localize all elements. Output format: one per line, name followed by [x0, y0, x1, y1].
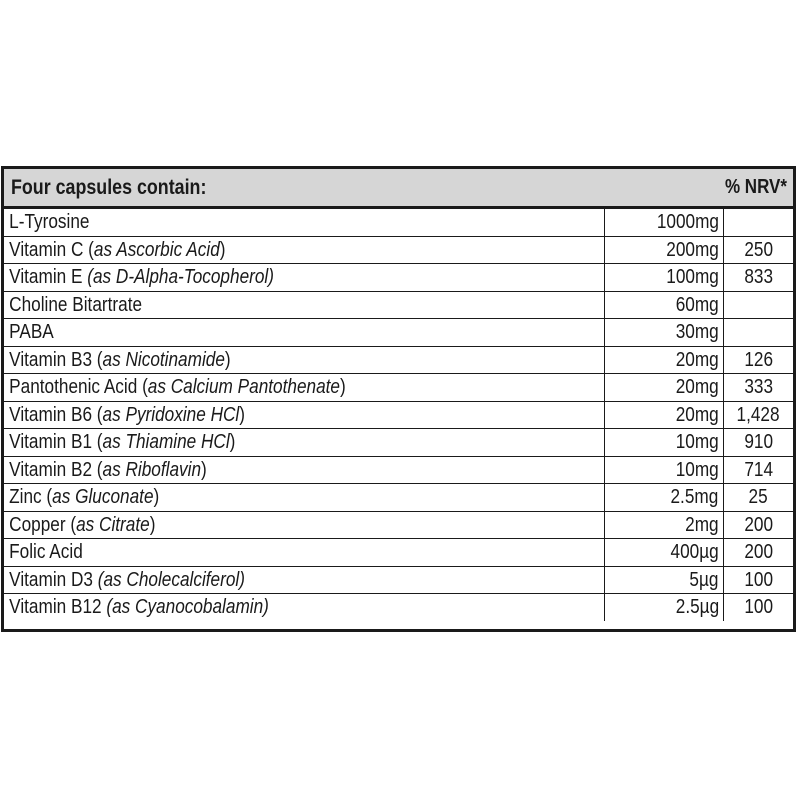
nrv-cell: [724, 594, 794, 621]
ingredient-name: [4, 238, 226, 262]
ingredient-label-suffix: ): [239, 403, 245, 426]
nrv-cell: [724, 401, 794, 429]
amount-cell: [605, 401, 724, 429]
ingredient-label: Zinc (: [9, 486, 53, 509]
ingredient-name-cell: [4, 594, 605, 621]
amount-cell: [605, 566, 724, 594]
table-row: [4, 594, 793, 621]
amount-cell: [605, 484, 724, 512]
nrv-value: 250: [744, 238, 773, 261]
ingredient-name-cell: [4, 456, 605, 484]
nrv-value: 126: [744, 348, 773, 371]
amount-cell: [605, 511, 724, 539]
ingredient-label: L-Tyrosine: [9, 211, 90, 234]
nrv-cell: [724, 566, 794, 594]
amount-cell: [605, 209, 724, 236]
ingredient-name-cell: [4, 209, 605, 236]
table-row: [4, 374, 793, 402]
amount-value: 200mg: [666, 238, 719, 261]
header-nrv-label: % NRV*: [724, 176, 787, 198]
table-row: [4, 484, 793, 512]
ingredient-label: Choline Bitartrate: [9, 293, 143, 316]
ingredient-label: Copper (: [9, 513, 77, 536]
nrv-cell: [724, 291, 794, 319]
table-row: [4, 566, 793, 594]
table-row: [4, 264, 793, 292]
amount-value: 30mg: [675, 321, 719, 344]
nrv-value: 833: [744, 266, 773, 289]
nrv-cell: [724, 209, 794, 236]
ingredient-name-cell: [4, 236, 605, 264]
nrv-cell: [724, 236, 794, 264]
ingredient-name: [4, 348, 231, 372]
amount-value: 2.5mg: [670, 486, 719, 509]
amount-value: 2.5µg: [675, 596, 719, 619]
ingredient-label-suffix: ): [229, 431, 236, 454]
amount-value: 20mg: [675, 348, 719, 371]
nrv-value: 1,428: [736, 403, 781, 426]
ingredient-name-cell: [4, 374, 605, 402]
ingredient-label: Vitamin B6 (: [9, 403, 103, 426]
ingredient-name-cell: [4, 319, 605, 347]
header-title: Four capsules contain:: [11, 175, 207, 199]
ingredient-rows: [4, 209, 793, 621]
ingredient-label-suffix: ): [153, 486, 160, 509]
nrv-cell: [724, 374, 794, 402]
nrv-value: 333: [744, 376, 773, 399]
ingredient-label-suffix: ): [339, 376, 346, 399]
table-row: [4, 209, 793, 236]
ingredient-source: as Riboflavin: [102, 458, 202, 481]
amount-cell: [605, 594, 724, 621]
ingredient-source: as Ascorbic Acid: [93, 238, 220, 261]
amount-cell: [605, 319, 724, 347]
nrv-value: 200: [744, 541, 773, 564]
ingredient-name-cell: [4, 539, 605, 567]
table-row: [4, 456, 793, 484]
nrv-cell: [724, 484, 794, 512]
ingredient-label: Vitamin B2 (: [9, 458, 103, 481]
ingredient-name: [4, 210, 89, 234]
table-row: [4, 236, 793, 264]
ingredient-label: Folic Acid: [9, 541, 83, 564]
ingredient-name: [4, 430, 235, 454]
nrv-cell: [724, 346, 794, 374]
table-row: [4, 346, 793, 374]
ingredient-label: Pantothenic Acid (: [9, 376, 148, 399]
amount-value: 1000mg: [656, 211, 719, 234]
amount-value: 400µg: [670, 541, 719, 564]
nrv-cell: [724, 429, 794, 457]
amount-cell: [605, 346, 724, 374]
table-row: [4, 319, 793, 347]
nrv-cell: [724, 511, 794, 539]
table-row: [4, 539, 793, 567]
ingredient-name: [4, 513, 155, 537]
ingredient-name-cell: [4, 429, 605, 457]
amount-value: 20mg: [675, 376, 719, 399]
amount-value: 20mg: [675, 403, 719, 426]
amount-cell: [605, 539, 724, 567]
nrv-value: 100: [744, 568, 773, 591]
table-row: [4, 429, 793, 457]
ingredient-label-suffix: ): [219, 238, 226, 261]
nrv-value: 200: [744, 513, 773, 536]
nrv-cell: [724, 456, 794, 484]
ingredient-source: as Nicotinamide: [102, 348, 225, 371]
table-header: [4, 169, 793, 209]
amount-cell: [605, 456, 724, 484]
ingredient-name-cell: [4, 566, 605, 594]
ingredient-name: [4, 458, 207, 482]
ingredient-label-suffix: ): [149, 513, 156, 536]
ingredient-label: Vitamin C (: [9, 238, 94, 261]
amount-cell: [605, 236, 724, 264]
table-row: [4, 291, 793, 319]
amount-cell: [605, 264, 724, 292]
ingredient-source: as Pyridoxine HCl: [102, 403, 240, 426]
amount-value: 10mg: [675, 431, 719, 454]
table-row: [4, 511, 793, 539]
amount-value: 100mg: [666, 266, 719, 289]
ingredient-source: as Gluconate: [52, 486, 154, 509]
ingredient-name: [4, 320, 54, 344]
ingredient-name: [4, 375, 346, 399]
amount-value: 5µg: [689, 568, 719, 591]
amount-value: 10mg: [675, 458, 719, 481]
amount-cell: [605, 374, 724, 402]
ingredient-name-cell: [4, 346, 605, 374]
ingredient-name-cell: [4, 511, 605, 539]
ingredient-name: [4, 540, 83, 564]
amount-cell: [605, 429, 724, 457]
ingredient-label: Vitamin B12: [9, 596, 107, 619]
ingredient-name-cell: [4, 484, 605, 512]
amount-cell: [605, 291, 724, 319]
nrv-value: 714: [744, 458, 773, 481]
ingredient-source: (as D-Alpha-Tocopherol): [87, 266, 274, 289]
ingredient-name: [4, 568, 245, 592]
ingredient-name: [4, 485, 159, 509]
nrv-cell: [724, 319, 794, 347]
ingredient-source: (as Cyanocobalamin): [106, 596, 269, 619]
ingredient-source: as Thiamine HCl: [102, 431, 230, 454]
ingredient-name-cell: [4, 264, 605, 292]
amount-value: 2mg: [685, 513, 719, 536]
nrv-cell: [724, 539, 794, 567]
ingredient-source: as Calcium Pantothenate: [147, 376, 340, 399]
ingredient-label: PABA: [9, 321, 54, 344]
ingredient-label: Vitamin B3 (: [9, 348, 103, 371]
ingredient-name-cell: [4, 401, 605, 429]
ingredient-label: Vitamin D3: [9, 568, 98, 591]
nutrition-table: [1, 166, 796, 632]
nrv-value: 100: [744, 596, 773, 619]
ingredient-label-suffix: ): [201, 458, 207, 481]
nrv-value: 25: [748, 486, 769, 509]
amount-value: 60mg: [675, 293, 719, 316]
ingredient-name: [4, 595, 269, 619]
ingredient-source: as Citrate: [76, 513, 150, 536]
ingredient-label: Vitamin B1 (: [9, 431, 103, 454]
ingredient-label-suffix: ): [224, 348, 231, 371]
nrv-cell: [724, 264, 794, 292]
ingredient-source: (as Cholecalciferol): [97, 568, 245, 591]
ingredient-name: [4, 265, 274, 289]
ingredient-name: [4, 403, 245, 427]
ingredient-name: [4, 293, 142, 317]
ingredient-name-cell: [4, 291, 605, 319]
ingredient-label: Vitamin E: [9, 266, 88, 289]
nrv-value: 910: [744, 431, 773, 454]
table-row: [4, 401, 793, 429]
